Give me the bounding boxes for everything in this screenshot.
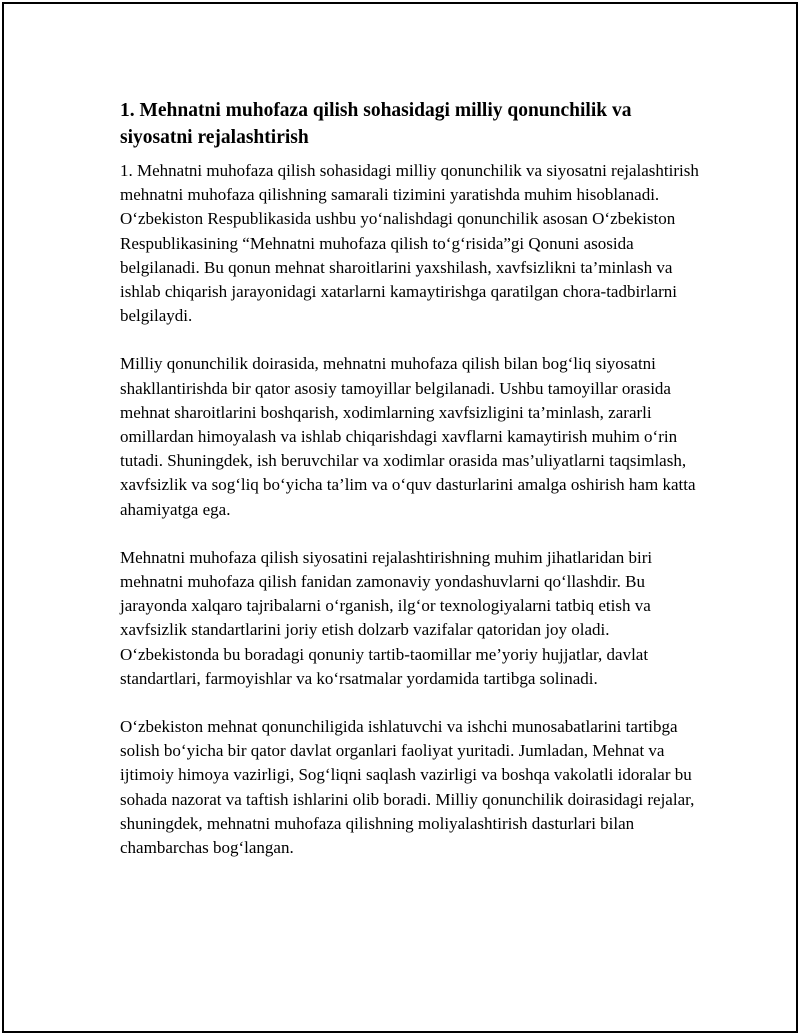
paragraph-1: 1. Mehnatni muhofaza qilish sohasidagi milliy qonunchilik va siyosatni rejalashtirish mehnatni muhofaza qilishning samarali tizimini yaratishda muhim hisoblanadi. O‘zbekiston Respublikasida ushbu yo‘nalishdagi qonunchilik asosan O‘zbekiston Respublikasining “Mehnatni muhofaza qilish to‘g‘risida”gi Qonuni asosida belgilanadi. Bu qonun mehnat sharoitlarini yaxshilash, xavfsizlikni ta’minlash va ishlab chiqarish jarayonidagi xatarlarni kamaytirishga qaratilgan chora-tadbirlarni belgilaydi. [120,161,699,326]
page-frame [2,2,798,1033]
paragraph-3: Mehnatni muhofaza qilish siyosatini rejalashtirishning muhim jihatlaridan biri mehnatni muhofaza qilish fanidan zamonaviy yondashuvlarni qo‘llashdir. Bu jarayonda xalqaro tajribalarni o‘rganish, ilg‘or texnologiyalarni tatbiq etish va xavfsizlik standartlarini joriy etish dolzarb vazifalar qatoridan joy oladi. O‘zbekistonda bu boradagi qonuniy tartib-taomillar me’yoriy hujjatlar, davlat standartlari, farmoyishlar va ko‘rsatmalar yordamida tartibga solinadi. [120,547,653,688]
document-body [120,97,700,884]
paragraph-2: Milliy qonunchilik doirasida, mehnatni muhofaza qilish bilan bog‘liq siyosatni shakllantirishda bir qator asosiy tamoyillar belgilanadi. Ushbu tamoyillar orasida mehnat sharoitlarini boshqarish, xodimlarning xavfsizligini ta’minlash, zararli omillardan himoyalash va ishlab chiqarishdagi xavflarni kamaytirish muhim o‘rin tutadi. Shuningdek, ish beruvchilar va xodimlar orasida mas’uliyatlarni taqsimlash, xavfsizlik va sog‘liq bo‘yicha ta’lim va o‘quv dasturlarini amalga oshirish ham katta ahamiyatga ega. [120,354,696,519]
section-heading: 1. Mehnatni muhofaza qilish sohasidagi milliy qonunchilik va siyosatni rejalashtirish [120,100,632,148]
paragraph-4: O‘zbekiston mehnat qonunchiligida ishlatuvchi va ishchi munosabatlarini tartibga solish bo‘yicha bir qator davlat organlari faoliyat yuritadi. Jumladan, Mehnat va ijtimoiy himoya vazirligi, Sog‘liqni saqlash vazirligi va boshqa vakolatli idoralar bu sohada nazorat va taftish ishlarini olib boradi. Milliy qonunchilik doirasidagi rejalar, shuningdek, mehnatni muhofaza qilishning moliyalashtirish dasturlari bilan chambarchas bog‘langan. [120,717,695,858]
